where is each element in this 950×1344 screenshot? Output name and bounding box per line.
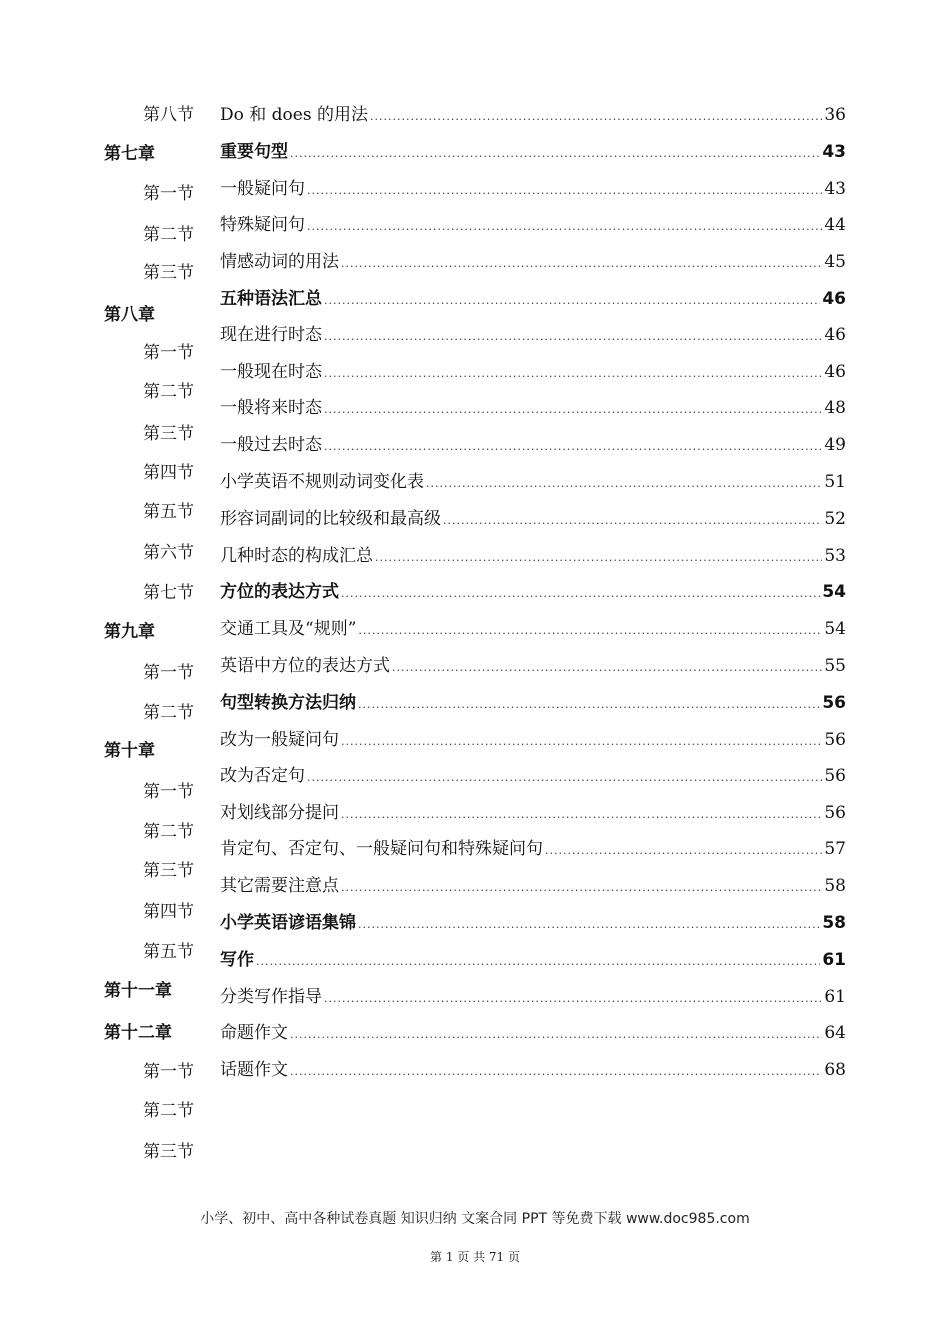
toc-title: 分类写作指导: [220, 987, 322, 1007]
chapter-label: 第十二章: [104, 1023, 172, 1043]
toc-entry[interactable]: [220, 288, 846, 310]
toc-title: 其它需要注意点: [220, 876, 339, 896]
toc-page: 51: [824, 472, 846, 492]
dot-leader: [256, 951, 820, 973]
toc-page: 56: [822, 693, 846, 713]
dot-leader: [545, 840, 822, 862]
toc-title: 话题作文: [220, 1060, 288, 1080]
toc-entry[interactable]: [220, 875, 846, 897]
toc-page: 54: [824, 619, 846, 639]
section-label: 第六节: [143, 543, 194, 563]
toc-page: 46: [824, 362, 846, 382]
dot-leader: [290, 1061, 822, 1083]
toc-entry[interactable]: [220, 397, 846, 419]
section-label: 第八节: [143, 105, 194, 125]
toc-title: 句型转换方法归纳: [220, 693, 356, 713]
toc-title: 小学英语谚语集锦: [220, 913, 356, 933]
toc-title: 现在进行时态: [220, 325, 322, 345]
toc-entry[interactable]: [220, 141, 846, 163]
toc-title: 特殊疑问句: [220, 215, 305, 235]
toc-entry[interactable]: [220, 361, 846, 383]
section-label: 第三节: [143, 861, 194, 881]
toc-entry[interactable]: [220, 729, 846, 751]
toc-title: 情感动词的用法: [220, 252, 339, 272]
toc-title: 一般现在时态: [220, 362, 322, 382]
toc-title: 方位的表达方式: [220, 582, 339, 602]
toc-title: 一般过去时态: [220, 435, 322, 455]
toc-page: 36: [824, 105, 846, 125]
dot-leader: [358, 620, 822, 642]
toc-page: 57: [824, 839, 846, 859]
toc-page: 43: [822, 142, 846, 162]
toc-title: 重要句型: [220, 142, 288, 162]
dot-leader: [324, 363, 822, 385]
dot-leader: [324, 436, 822, 458]
chapter-label: 第七章: [104, 144, 155, 164]
chapter-label: 第八章: [104, 305, 155, 325]
dot-leader: [370, 106, 822, 128]
section-label: 第一节: [143, 184, 194, 204]
toc-page: 61: [824, 987, 846, 1007]
toc-page: 68: [824, 1060, 846, 1080]
toc-entry[interactable]: [220, 251, 846, 273]
toc-entry[interactable]: [220, 581, 846, 603]
chapter-label: 第九章: [104, 622, 155, 642]
dot-leader: [358, 694, 820, 716]
toc-page: 52: [824, 509, 846, 529]
toc-entry[interactable]: [220, 545, 846, 567]
dot-leader: [324, 326, 822, 348]
chapter-label: 第十章: [104, 741, 155, 761]
section-label: 第三节: [143, 1142, 194, 1162]
chapter-label: 第十一章: [104, 981, 172, 1001]
dot-leader: [341, 583, 820, 605]
dot-leader: [290, 143, 820, 165]
toc-entry[interactable]: [220, 471, 846, 493]
toc-entry[interactable]: [220, 802, 846, 824]
toc-page: 44: [824, 215, 846, 235]
section-label: 第四节: [143, 902, 194, 922]
toc-page: 64: [824, 1023, 846, 1043]
toc-page: 43: [824, 179, 846, 199]
dot-leader: [307, 767, 822, 789]
toc-entry[interactable]: [220, 178, 846, 200]
toc-title: 改为一般疑问句: [220, 730, 339, 750]
toc-title: 写作: [220, 950, 254, 970]
toc-page: 45: [824, 252, 846, 272]
toc-page: 61: [822, 950, 846, 970]
section-label: 第五节: [143, 942, 194, 962]
toc-title: 一般将来时态: [220, 398, 322, 418]
dot-leader: [341, 877, 822, 899]
toc-entry[interactable]: [220, 618, 846, 640]
toc-entry[interactable]: [220, 324, 846, 346]
toc-title: 一般疑问句: [220, 179, 305, 199]
dot-leader: [324, 290, 820, 312]
section-label: 第二节: [143, 225, 194, 245]
toc-page: 48: [824, 398, 846, 418]
dot-leader: [358, 914, 820, 936]
toc-entry[interactable]: [220, 949, 846, 971]
section-label: 第二节: [143, 382, 194, 402]
toc-title: 小学英语不规则动词变化表: [220, 472, 424, 492]
toc-title: 形容词副词的比较级和最高级: [220, 509, 441, 529]
section-label: 第四节: [143, 463, 194, 483]
toc-entry[interactable]: [220, 765, 846, 787]
toc-page: 58: [824, 876, 846, 896]
toc-title: Do 和 does 的用法: [220, 105, 368, 125]
toc-title: 肯定句、否定句、一般疑问句和特殊疑问句: [220, 839, 543, 859]
toc-entry[interactable]: [220, 1059, 846, 1081]
toc-page: 46: [822, 289, 846, 309]
section-label: 第五节: [143, 502, 194, 522]
toc-entry[interactable]: [220, 508, 846, 530]
toc-title: 改为否定句: [220, 766, 305, 786]
toc-page: 56: [824, 766, 846, 786]
section-label: 第三节: [143, 263, 194, 283]
toc-entry[interactable]: [220, 912, 846, 934]
section-label: 第一节: [143, 343, 194, 363]
dot-leader: [324, 399, 822, 421]
dot-leader: [426, 473, 822, 495]
dot-leader: [341, 253, 822, 275]
toc-entry[interactable]: [220, 104, 846, 126]
dot-leader: [290, 1024, 822, 1046]
toc-entry[interactable]: [220, 838, 846, 860]
section-label: 第一节: [143, 782, 194, 802]
dot-leader: [307, 216, 822, 238]
toc-title: 几种时态的构成汇总: [220, 546, 373, 566]
footer-promo: 小学、初中、高中各种试卷真题 知识归纳 文案合同 PPT 等免费下载 www.doc985.com: [200, 1211, 750, 1227]
page-number: 第 1 页 共 71 页: [430, 1250, 520, 1264]
toc-entry[interactable]: [220, 1022, 846, 1044]
toc-page: 49: [824, 435, 846, 455]
dot-leader: [375, 547, 822, 569]
section-label: 第二节: [143, 703, 194, 723]
toc-page: 56: [824, 730, 846, 750]
toc-page: 56: [824, 803, 846, 823]
section-label: 第三节: [143, 424, 194, 444]
dot-leader: [443, 510, 822, 532]
toc-page: 55: [824, 656, 846, 676]
section-label: 第一节: [143, 1062, 194, 1082]
toc-page: 58: [822, 913, 846, 933]
toc-title: 交通工具及“规则”: [220, 619, 357, 639]
toc-page: 53: [824, 546, 846, 566]
toc-entry[interactable]: [220, 986, 846, 1008]
dot-leader: [324, 988, 822, 1010]
toc-title: 英语中方位的表达方式: [220, 656, 390, 676]
section-label: 第二节: [143, 1101, 194, 1121]
toc-entry[interactable]: [220, 692, 846, 714]
section-label: 第二节: [143, 822, 194, 842]
toc-title: 对划线部分提问: [220, 803, 339, 823]
section-label: 第一节: [143, 663, 194, 683]
dot-leader: [392, 657, 822, 679]
toc-entry[interactable]: [220, 214, 846, 236]
toc-entry[interactable]: [220, 655, 846, 677]
dot-leader: [341, 731, 822, 753]
toc-title: 五种语法汇总: [220, 289, 322, 309]
dot-leader: [307, 180, 822, 202]
toc-entry[interactable]: [220, 434, 846, 456]
section-label: 第七节: [143, 583, 194, 603]
toc-page: 46: [824, 325, 846, 345]
dot-leader: [341, 804, 822, 826]
toc-page: 54: [822, 582, 846, 602]
toc-title: 命题作文: [220, 1023, 288, 1043]
